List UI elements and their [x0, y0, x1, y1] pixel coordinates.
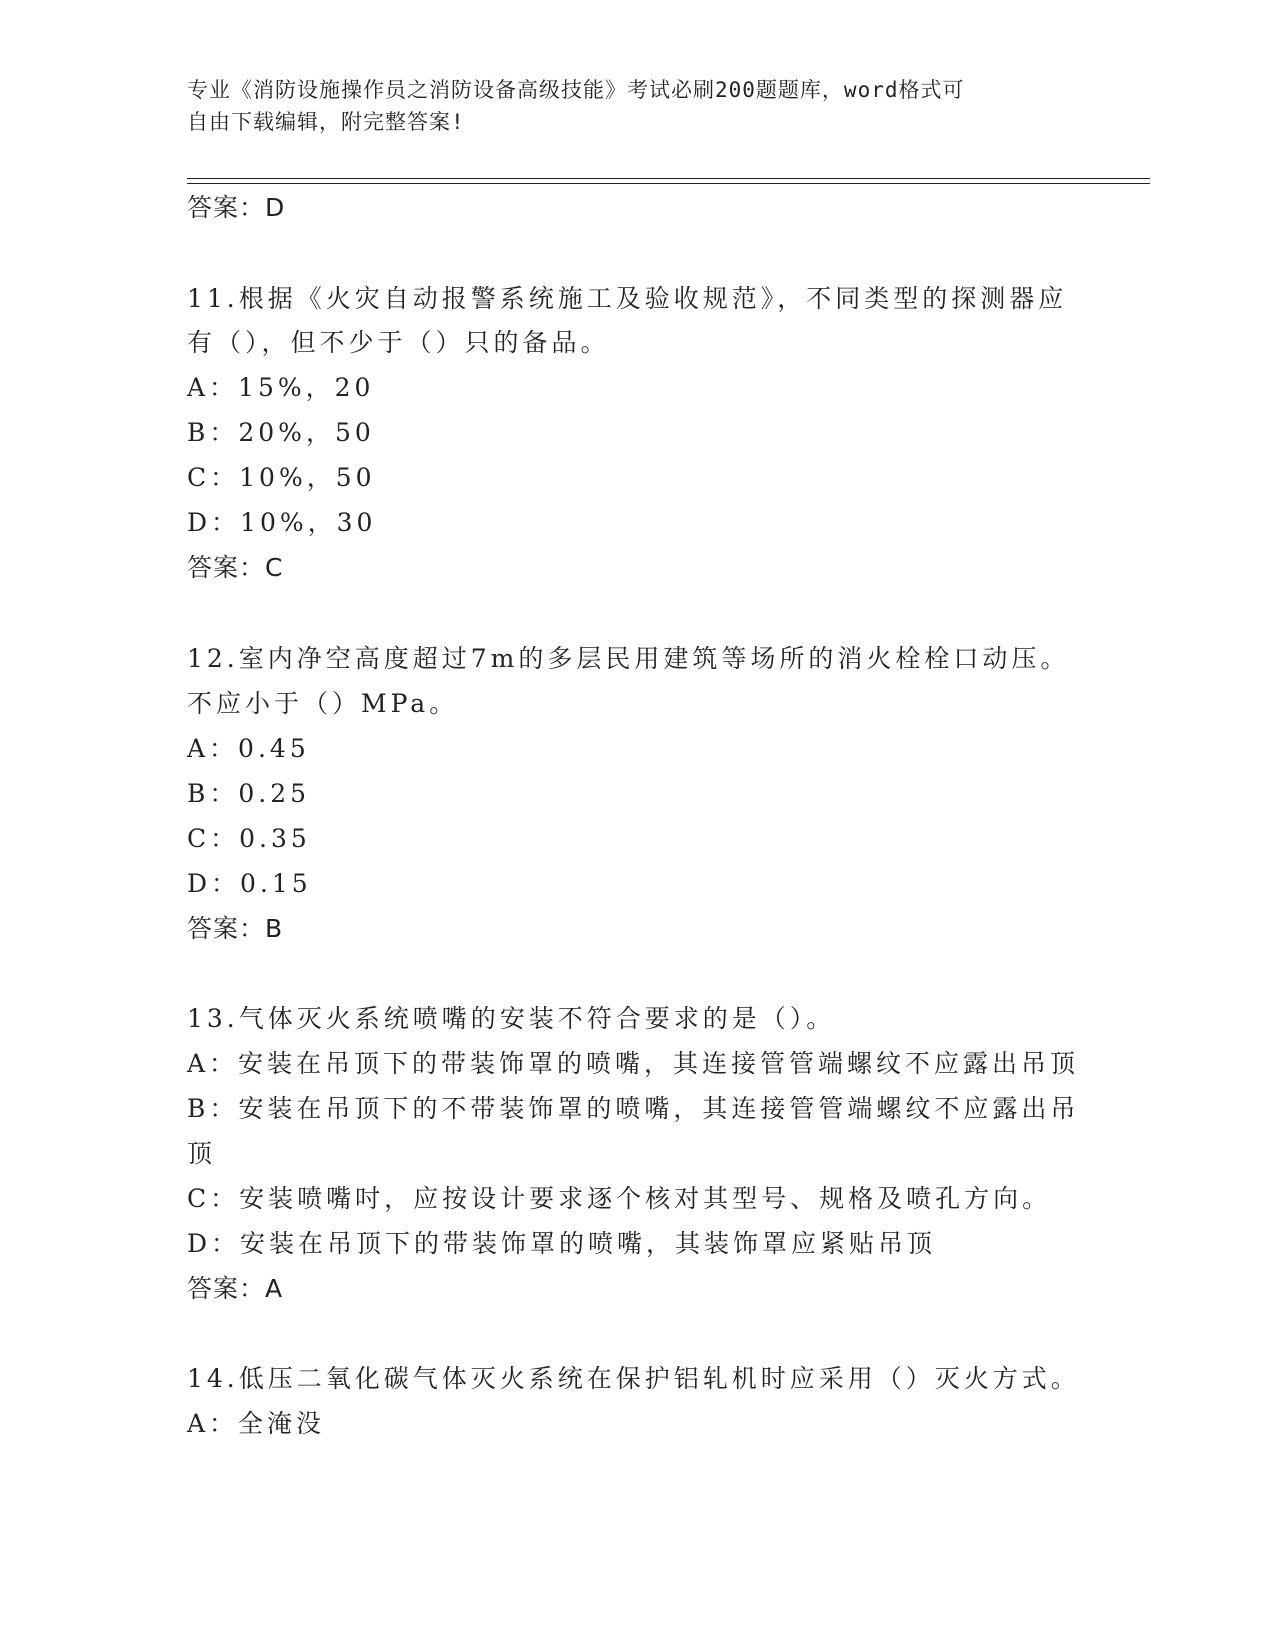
- q13-option-b: B：安装在吊顶下的不带装饰罩的喷嘴，其连接管管端螺纹不应露出吊: [187, 1094, 1080, 1123]
- q11-stem-line-2: 有（），但不少于（）只的备品。: [187, 328, 610, 357]
- q12-option-b: B：0.25: [187, 779, 311, 808]
- document-header: [187, 74, 1067, 138]
- q11-answer: 答案：C: [187, 553, 284, 582]
- q11-option-d: D：10%，30: [187, 508, 377, 537]
- answer-prev: 答案：D: [187, 193, 286, 222]
- q13-option-b-cont: 顶: [187, 1139, 217, 1168]
- q13-option-c: C：安装喷嘴吋，应按设计要求逐个核对其型号、规格及喷孔方向。: [187, 1184, 1052, 1213]
- q12-stem-line-1: 12.室内净空高度超过7m的多层民用建筑等场所的消火栓栓口动压。: [187, 644, 1070, 673]
- q12-option-a: A：0.45: [187, 734, 310, 763]
- header-line-2: 自由下载编辑，附完整答案!: [187, 110, 465, 134]
- q11-option-a: A：15%，20: [187, 373, 375, 402]
- q12-stem-line-2: 不应小于（）MPa。: [187, 689, 459, 718]
- header-rule-top: [187, 178, 1150, 179]
- q13-option-d: D：安装在吊顶下的带装饰罩的喷嘴，其装饰罩应紧贴吊顶: [187, 1229, 937, 1258]
- q13-option-a: A：安装在吊顶下的带装饰罩的喷嘴，其连接管管端螺纹不应露出吊顶: [187, 1049, 1080, 1078]
- q14-option-a: A：全淹没: [187, 1409, 326, 1438]
- q11-stem-line-1: 11.根据《火灾自动报警系统施工及验收规范》，不同类型的探测器应: [187, 284, 1068, 313]
- header-rule-bottom: [187, 183, 1150, 184]
- q14-stem-line-1: 14.低压二氧化碳气体灭火系统在保护铝轧机时应采用（）灭火方式。: [187, 1364, 1080, 1393]
- q12-answer: 答案：B: [187, 914, 284, 943]
- q13-answer: 答案：A: [187, 1274, 284, 1303]
- header-line-1: 专业《消防设施操作员之消防设备高级技能》考试必刷200题题库，word格式可: [187, 78, 965, 102]
- q12-option-d: D：0.15: [187, 869, 312, 898]
- q13-stem-line-1: 13.气体灭火系统喷嘴的安装不符合要求的是（）。: [187, 1004, 836, 1033]
- q12-option-c: C：0.35: [187, 824, 311, 853]
- q11-option-c: C：10%，50: [187, 463, 376, 492]
- q11-option-b: B：20%，50: [187, 418, 375, 447]
